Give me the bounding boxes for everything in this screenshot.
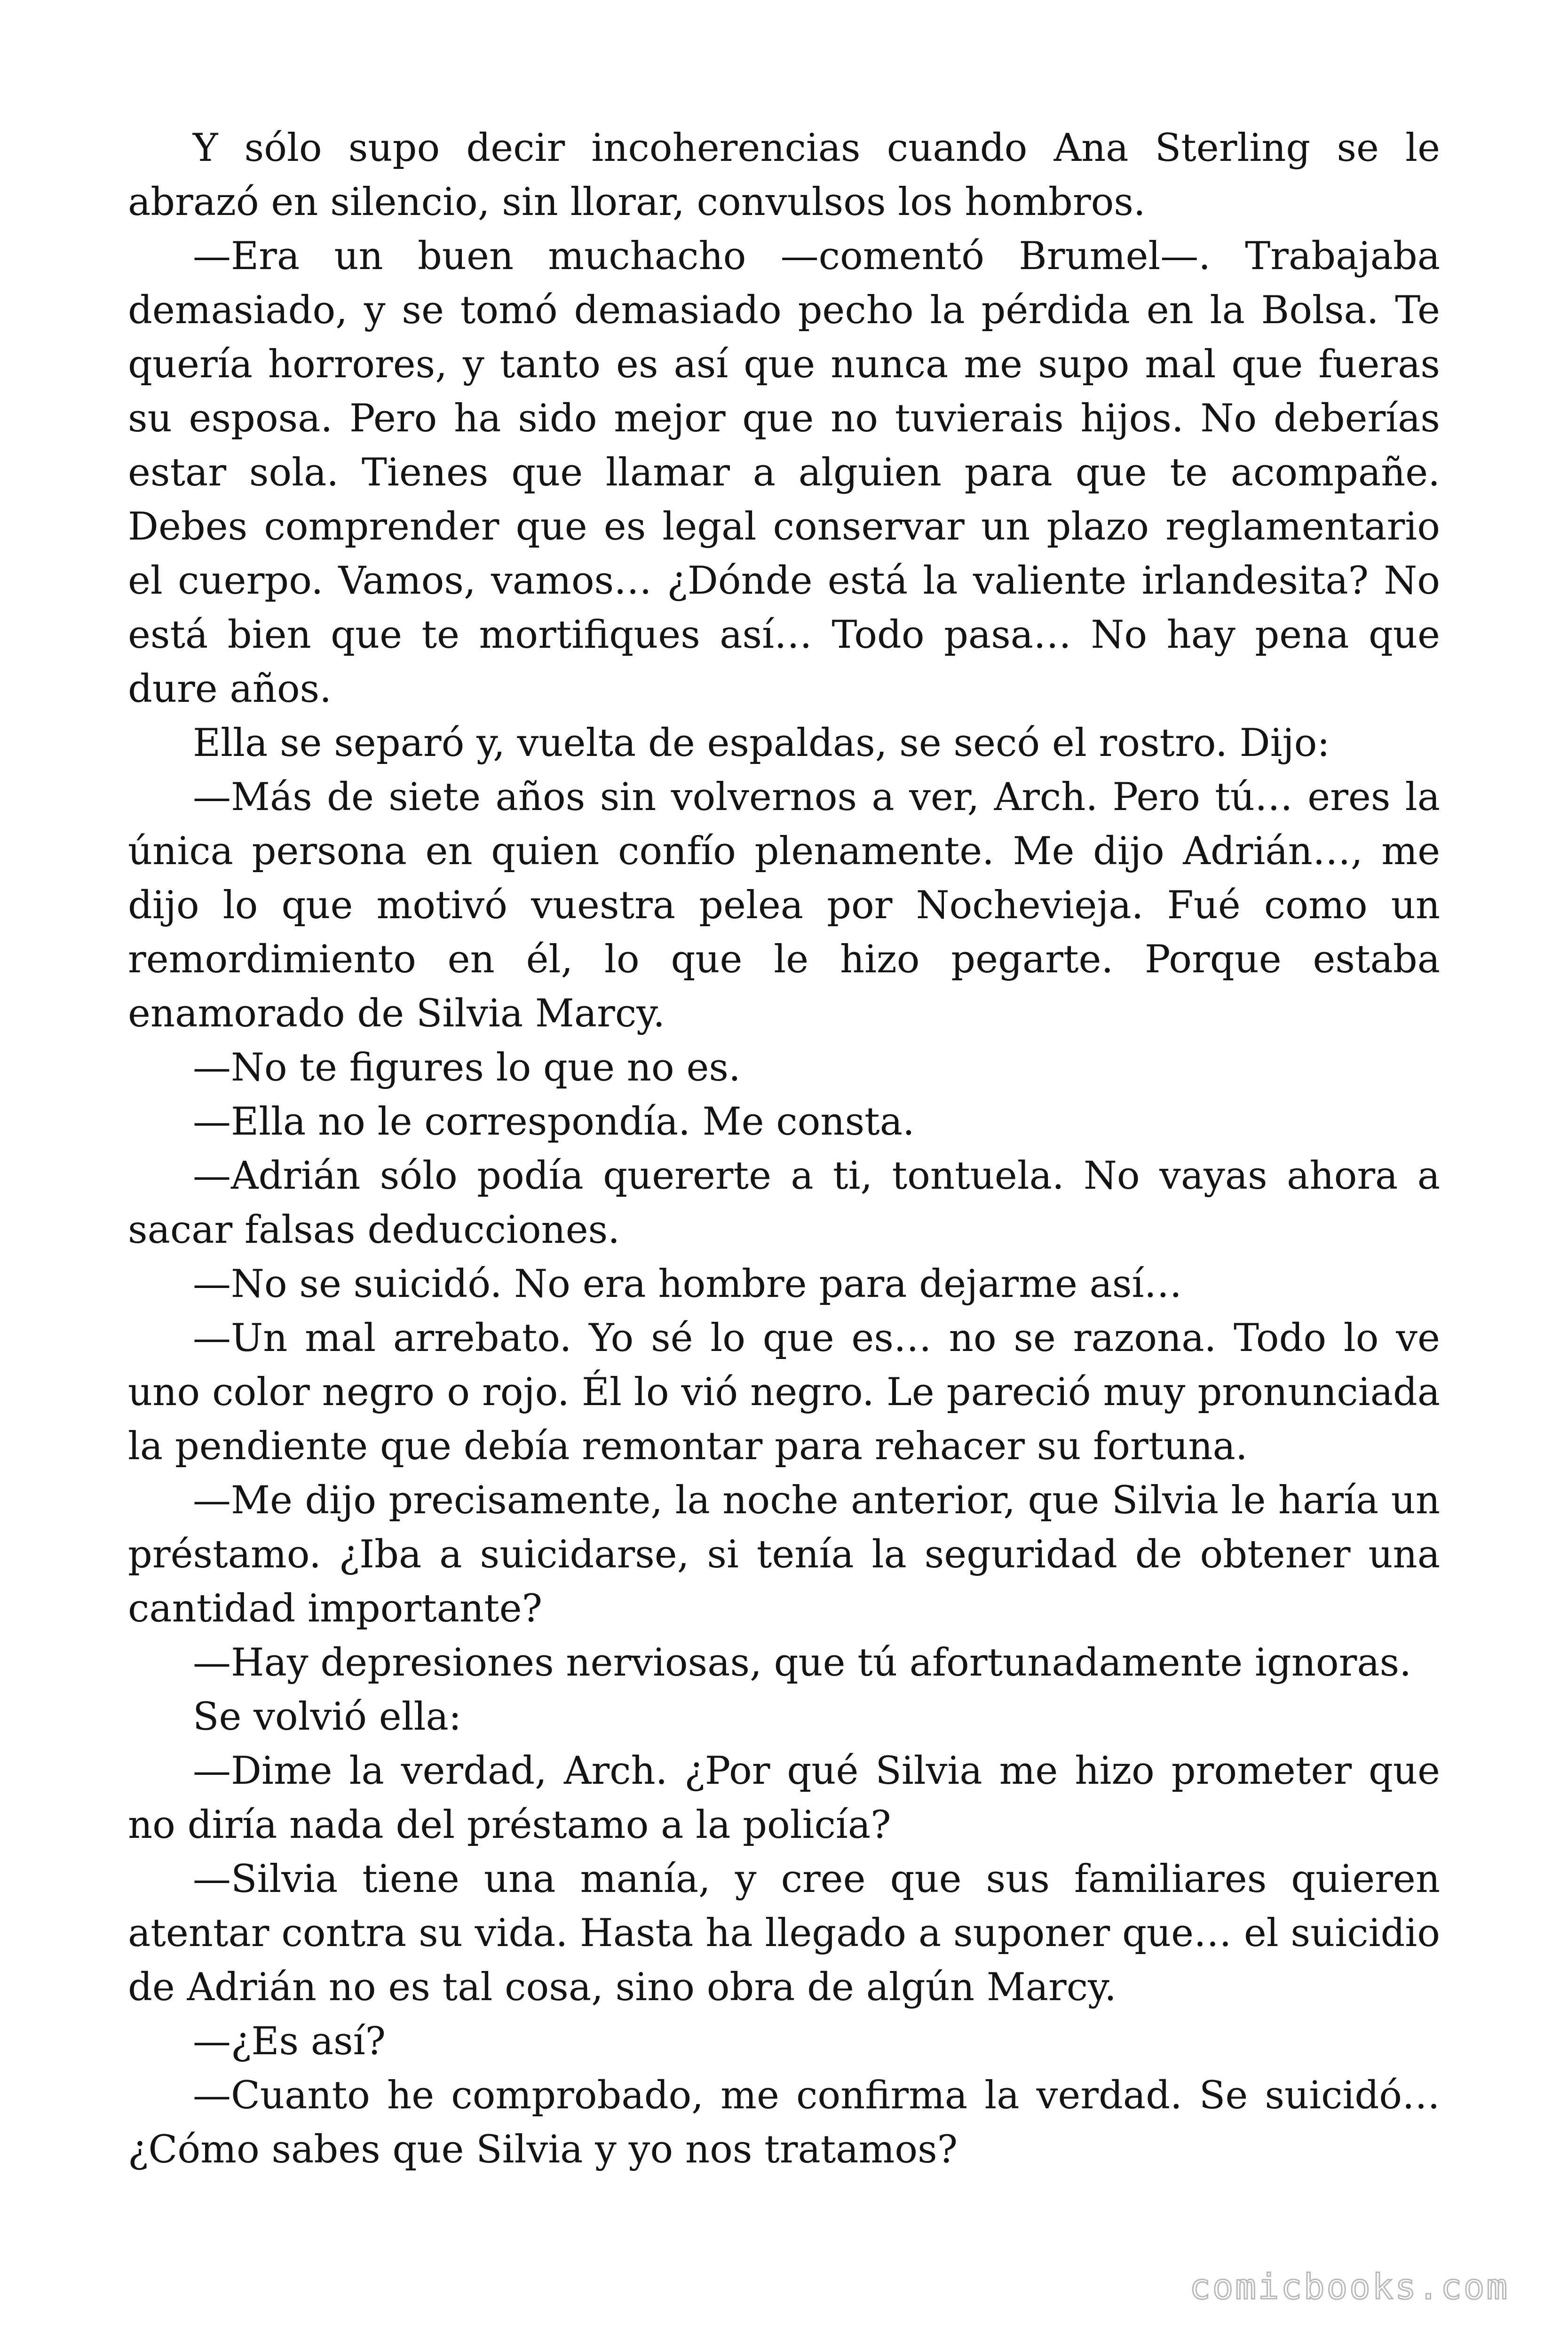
paragraph: —Adrián sólo podía quererte a ti, tontuela. No vayas ahora a sacar falsas deducciones. xyxy=(128,1154,1440,1252)
paragraph: —¿Es así? xyxy=(193,2019,386,2064)
paragraph: —Cuanto he comprobado, me confirma la verdad. Se suicidó… ¿Cómo sabes que Silvia y yo nos tratamos? xyxy=(128,2074,1440,2172)
paragraph: —Era un buen muchacho —comentó Brumel—. Trabajaba demasiado, y se tomó demasiado pecho la pérdida en la Bolsa. Te quería horrores, y tanto es así que nunca me supo mal que fueras su esposa. Pero ha sido mejor que no tuvierais hijos. No deberías estar sola. Tienes que llamar a alguien para que te acompañe. Debes comprender que es legal conservar un plazo reglamentario el cuerpo. Vamos, vamos… ¿Dónde está la valiente irlandesita? No está bien que te mortifiques así… Todo pasa… No hay pena que dure años. xyxy=(128,234,1440,711)
paragraph: Ella se separó y, vuelta de espaldas, se secó el rostro. Dijo: xyxy=(193,721,1330,765)
watermark: comicbooks.com xyxy=(1189,2267,1509,2307)
paragraph: —No te figures lo que no es. xyxy=(193,1046,741,1090)
paragraph: —Ella no le correspondía. Me consta. xyxy=(193,1100,915,1144)
page-text xyxy=(128,121,1440,2177)
paragraph: —Hay depresiones nerviosas, que tú afortunadamente ignoras. xyxy=(193,1641,1411,1685)
paragraph: —No se suicidó. No era hombre para dejarme así… xyxy=(193,1262,1182,1306)
paragraph: —Me dijo precisamente, la noche anterior, que Silvia le haría un préstamo. ¿Iba a suicidarse, si tenía la seguridad de obtener una cantidad importante? xyxy=(128,1478,1440,1631)
paragraph: Y sólo supo decir incoherencias cuando Ana Sterling se le abrazó en silencio, sin llorar, convulsos los hombros. xyxy=(128,126,1440,224)
paragraph: —Más de siete años sin volvernos a ver, Arch. Pero tú… eres la única persona en quien confío plenamente. Me dijo Adrián…, me dijo lo que motivó vuestra pelea por Nochevieja. Fué como un remordimiento en él, lo que le hizo pegarte. Porque estaba enamorado de Silvia Marcy. xyxy=(128,775,1440,1036)
paragraph: Se volvió ella: xyxy=(193,1695,462,1739)
paragraph: —Un mal arrebato. Yo sé lo que es… no se razona. Todo lo ve uno color negro o rojo. Él lo vió negro. Le pareció muy pronunciada la pendiente que debía remontar para rehacer su fortuna. xyxy=(128,1316,1440,1469)
paragraph: —Dime la verdad, Arch. ¿Por qué Silvia me hizo prometer que no diría nada del préstamo a la policía? xyxy=(128,1749,1440,1847)
paragraph: —Silvia tiene una manía, y cree que sus familiares quieren atentar contra su vida. Hasta ha llegado a suponer que… el suicidio de Adrián no es tal cosa, sino obra de algún Marcy. xyxy=(128,1857,1440,2010)
